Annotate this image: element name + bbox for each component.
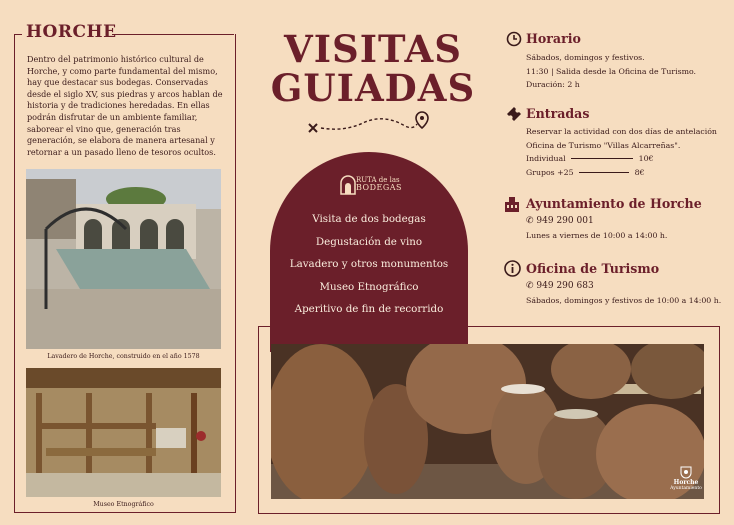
- lavadero-photo: [26, 169, 221, 349]
- town-hall-icon: [503, 195, 521, 213]
- phone-icon: ✆: [526, 281, 534, 291]
- individual-price: 10€: [638, 154, 654, 163]
- info-icon: [504, 260, 521, 277]
- museo-caption: Museo Etnográfico: [93, 501, 154, 508]
- logo-line-1: RUTA de las: [356, 176, 400, 184]
- price-individual-row: [526, 152, 717, 166]
- entradas-line-2: Oficina de Turismo "Villas Alcarreñas".: [526, 140, 681, 150]
- left-frame-top-right: [112, 34, 234, 35]
- clock-icon: [506, 31, 522, 47]
- title-line-2: GUIADAS: [270, 66, 476, 110]
- ruta-bodegas-logo: [356, 176, 402, 192]
- activity-item: Degustación de vino: [315, 235, 423, 248]
- oficina-phone-row: [526, 280, 721, 294]
- horche-crest-icon: [679, 465, 693, 479]
- price-leader-line: [579, 172, 629, 173]
- entradas-info: [526, 125, 717, 179]
- oficina-phone: 949 290 683: [536, 281, 594, 291]
- entradas-title: Entradas: [526, 106, 590, 121]
- horario-line-1: Sábados, domingos y festivos.: [526, 53, 645, 62]
- horche-footer-logo: [670, 480, 702, 492]
- horario-line-3: Duración: 2 h: [526, 80, 580, 89]
- horario-title: Horario: [526, 31, 581, 46]
- wine-jars-photo: [271, 344, 704, 499]
- activity-item: Lavadero y otros monumentos: [289, 258, 449, 271]
- horche-heading: HORCHE: [26, 22, 117, 42]
- price-grupos-row: [526, 166, 717, 180]
- ayuntamiento-phone-row: [526, 215, 667, 229]
- horario-line-2: 11:30 | Salida desde la Oficina de Turismo.: [526, 66, 697, 76]
- footer-logo-line-1: Horche: [673, 479, 699, 486]
- oficina-title: Oficina de Turismo: [526, 261, 660, 276]
- visitas-guiadas-title: [260, 27, 486, 110]
- left-frame-top-left: [14, 34, 22, 35]
- horario-info: [526, 51, 696, 92]
- oficina-info: [526, 280, 721, 307]
- lavadero-caption: Lavadero de Horche, construido en el año 1578: [47, 353, 200, 360]
- horche-intro-text: Dentro del patrimonio histórico cultural de Horche, y como parte fundamental del mismo, hay que destacar sus bodegas. Conservadas desde el siglo XV, sus piedras y arcos hablan de historia y de tradiciones heredadas. En ellas podrán disfrutar de un ambiente familiar, saborear el vino que, generación tras generación, se elabora de manera artesanal y retornar a un pasado lleno de tesoros ocultos.: [27, 54, 223, 157]
- activities-list: [270, 208, 468, 321]
- grupos-label: Grupos +25: [526, 167, 574, 177]
- ayuntamiento-title: Ayuntamiento de Horche: [526, 196, 702, 211]
- phone-icon: ✆: [526, 216, 534, 226]
- ticket-icon: [506, 106, 522, 122]
- individual-label: Individual: [526, 154, 566, 163]
- ayuntamiento-phone: 949 290 001: [536, 216, 594, 226]
- logo-line-2: BODEGAS: [356, 183, 402, 192]
- museo-photo: [26, 368, 221, 497]
- grupos-price: 8€: [634, 167, 645, 177]
- activity-item: Aperitivo de fin de recorrido: [294, 303, 444, 316]
- activity-item: Visita de dos bodegas: [312, 213, 426, 225]
- title-line-1: VISITAS: [284, 27, 462, 71]
- entradas-line-1: Reservar la actividad con dos días de antelación: [526, 127, 717, 136]
- bodegas-arch-icon: [340, 175, 356, 195]
- oficina-hours: Sábados, domingos y festivos de 10:00 a 14:00 h.: [526, 295, 722, 305]
- activity-item: Museo Etnográfico: [319, 280, 419, 293]
- ayuntamiento-hours: Lunes a viernes de 10:00 a 14:00 h.: [526, 230, 668, 240]
- footer-logo-line-2: Ayuntamiento: [670, 486, 702, 491]
- ayuntamiento-info: [526, 215, 667, 242]
- price-leader-line: [571, 158, 633, 159]
- route-map-icon: [305, 108, 435, 138]
